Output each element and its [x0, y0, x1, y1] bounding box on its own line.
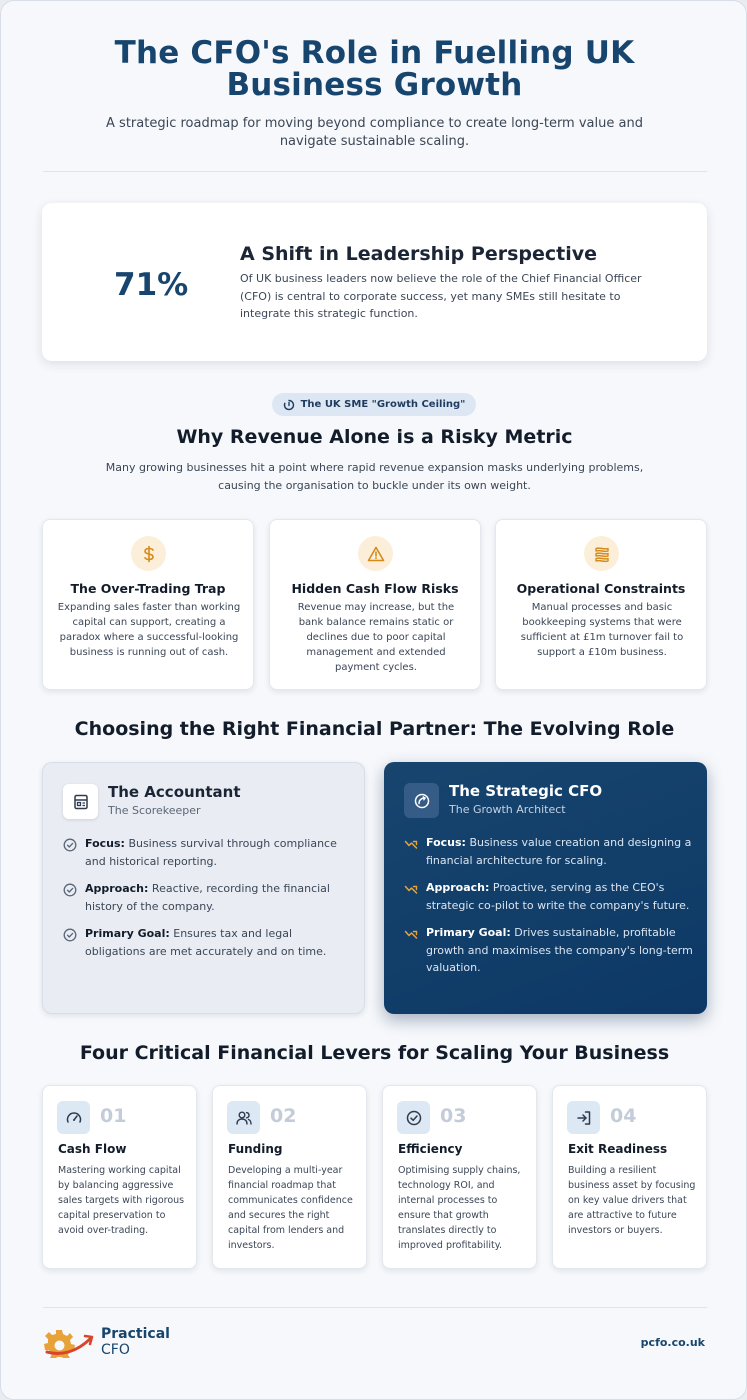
footer-divider	[43, 1307, 707, 1308]
speedometer-icon	[57, 1101, 90, 1134]
lever-card-exit-readiness	[552, 1085, 707, 1269]
lever-body: Mastering working capital by balancing aggressive sales targets with rigorous capital preservation to avoid over-trading.	[58, 1165, 185, 1236]
logo-line-2: CFO	[101, 1342, 130, 1358]
accountant-card	[42, 762, 365, 1014]
lever-body: Building a resilient business asset by focusing on key value drivers that are attractive to future investors or buyers.	[568, 1165, 696, 1236]
list-item	[404, 879, 694, 914]
lever-number: 03	[440, 1105, 467, 1127]
item-text: Business value creation and designing a financial architecture for scaling.	[426, 836, 692, 867]
list-item	[404, 924, 694, 977]
item-label: Approach:	[426, 881, 490, 894]
risk-card-body: Expanding sales faster than working capital can support, creating a paradox where a successful-looking business is running out of cash.	[57, 602, 241, 658]
risk-card-cash-flow	[269, 519, 481, 690]
stat-value: 71%	[114, 267, 189, 303]
stat-heading: A Shift in Leadership Perspective	[240, 243, 598, 265]
lever-card-efficiency	[382, 1085, 537, 1269]
role-name: The Accountant	[108, 783, 241, 801]
risk-card-title: The Over-Trading Trap	[70, 581, 226, 596]
lever-title: Exit Readiness	[568, 1142, 668, 1156]
risk-card-over-trading	[42, 519, 254, 690]
sign-in-icon	[567, 1101, 600, 1134]
item-label: Primary Goal:	[426, 926, 511, 939]
section-title-partner: Choosing the Right Financial Partner: The Evolving Role	[74, 718, 675, 740]
pill-label: The UK SME "Growth Ceiling"	[300, 399, 466, 410]
logo-wordmark	[101, 1326, 170, 1358]
stat-body: Of UK business leaders now believe the role of the Chief Financial Officer (CFO) is central to corporate success, yet many SMEs still hesitate to integrate this strategic function.	[240, 272, 642, 320]
lever-title: Cash Flow	[58, 1142, 127, 1156]
item-label: Focus:	[426, 836, 466, 849]
item-text: Ensures tax and legal obligations are met accurately and on time.	[85, 927, 327, 958]
website-link[interactable]: pcfo.co.uk	[640, 1336, 705, 1349]
list-item	[63, 880, 353, 915]
gauge-icon	[404, 783, 439, 818]
item-text: Business survival through compliance and historical reporting.	[85, 837, 337, 868]
page-subtitle: A strategic roadmap for moving beyond compliance to create long-term value and navigate sustainable scaling.	[106, 116, 643, 149]
trend-icon	[404, 927, 418, 941]
item-label: Focus:	[85, 837, 125, 850]
risk-card-body: Manual processes and basic bookkeeping systems that were sufficient at £1m turnover fail to support a £10m business.	[520, 602, 684, 658]
check-circle-icon	[63, 838, 77, 852]
lever-number: 02	[270, 1105, 297, 1127]
risk-card-operational	[495, 519, 707, 690]
hero	[41, 37, 708, 151]
section-title-levers: Four Critical Financial Levers for Scaling Your Business	[79, 1042, 670, 1064]
lever-body: Developing a multi-year financial roadmap that communicates confidence and secures the right capital from lenders and investors.	[228, 1165, 353, 1251]
risk-card-body: Revenue may increase, but the bank balance remains static or declines due to poor capital management and extended payment cycles.	[297, 602, 455, 673]
lever-card-cash-flow	[42, 1085, 197, 1269]
item-text: Drives sustainable, profitable growth and maximises the company's long-term valuation.	[426, 926, 693, 974]
growth-ceiling-pill	[272, 393, 476, 416]
users-icon	[227, 1101, 260, 1134]
role-list	[404, 834, 694, 987]
section-subtitle-risk: Many growing businesses hit a point where rapid revenue expansion masks underlying problems, causing the organisation to buckle under its own weight.	[105, 461, 644, 492]
check-circle-icon	[397, 1101, 430, 1134]
check-circle-icon	[63, 883, 77, 897]
lever-number: 01	[100, 1105, 127, 1127]
strategic-cfo-card	[384, 762, 707, 1014]
layers-icon	[584, 536, 619, 571]
warning-icon	[358, 536, 393, 571]
list-item	[404, 834, 694, 869]
trend-icon	[404, 837, 418, 851]
role-tag: The Growth Architect	[449, 803, 566, 816]
role-name: The Strategic CFO	[449, 782, 603, 800]
risk-card-title: Hidden Cash Flow Risks	[291, 581, 459, 596]
divider	[43, 171, 707, 172]
role-list	[63, 835, 353, 970]
section-title-risk: Why Revenue Alone is a Risky Metric	[176, 426, 573, 448]
check-circle-icon	[63, 928, 77, 942]
lever-title: Funding	[228, 1142, 283, 1156]
risk-card-title: Operational Constraints	[516, 581, 686, 596]
trend-icon	[404, 882, 418, 896]
lever-body: Optimising supply chains, technology ROI, and internal processes to ensure that growth translates directly to improved profitability.	[398, 1165, 521, 1251]
item-text: Proactive, serving as the CEO's strategic co-pilot to write the company's future.	[426, 881, 690, 912]
practical-cfo-logo[interactable]	[41, 1326, 170, 1358]
item-label: Primary Goal:	[85, 927, 170, 940]
lever-number: 04	[610, 1105, 637, 1127]
item-text: Reactive, recording the financial history of the company.	[85, 882, 330, 913]
list-item	[63, 925, 353, 960]
ledger-icon	[63, 784, 98, 819]
stat-card	[42, 203, 707, 361]
gear-logo-icon	[41, 1326, 97, 1358]
spinner-icon	[283, 399, 295, 411]
list-item	[63, 835, 353, 870]
lever-title: Efficiency	[398, 1142, 463, 1156]
page-title: The CFO's Role in Fuelling UK Business Growth	[114, 35, 635, 103]
logo-line-1: Practical	[101, 1326, 170, 1342]
dollar-icon	[131, 536, 166, 571]
role-tag: The Scorekeeper	[108, 804, 201, 817]
item-label: Approach:	[85, 882, 149, 895]
lever-card-funding	[212, 1085, 367, 1269]
